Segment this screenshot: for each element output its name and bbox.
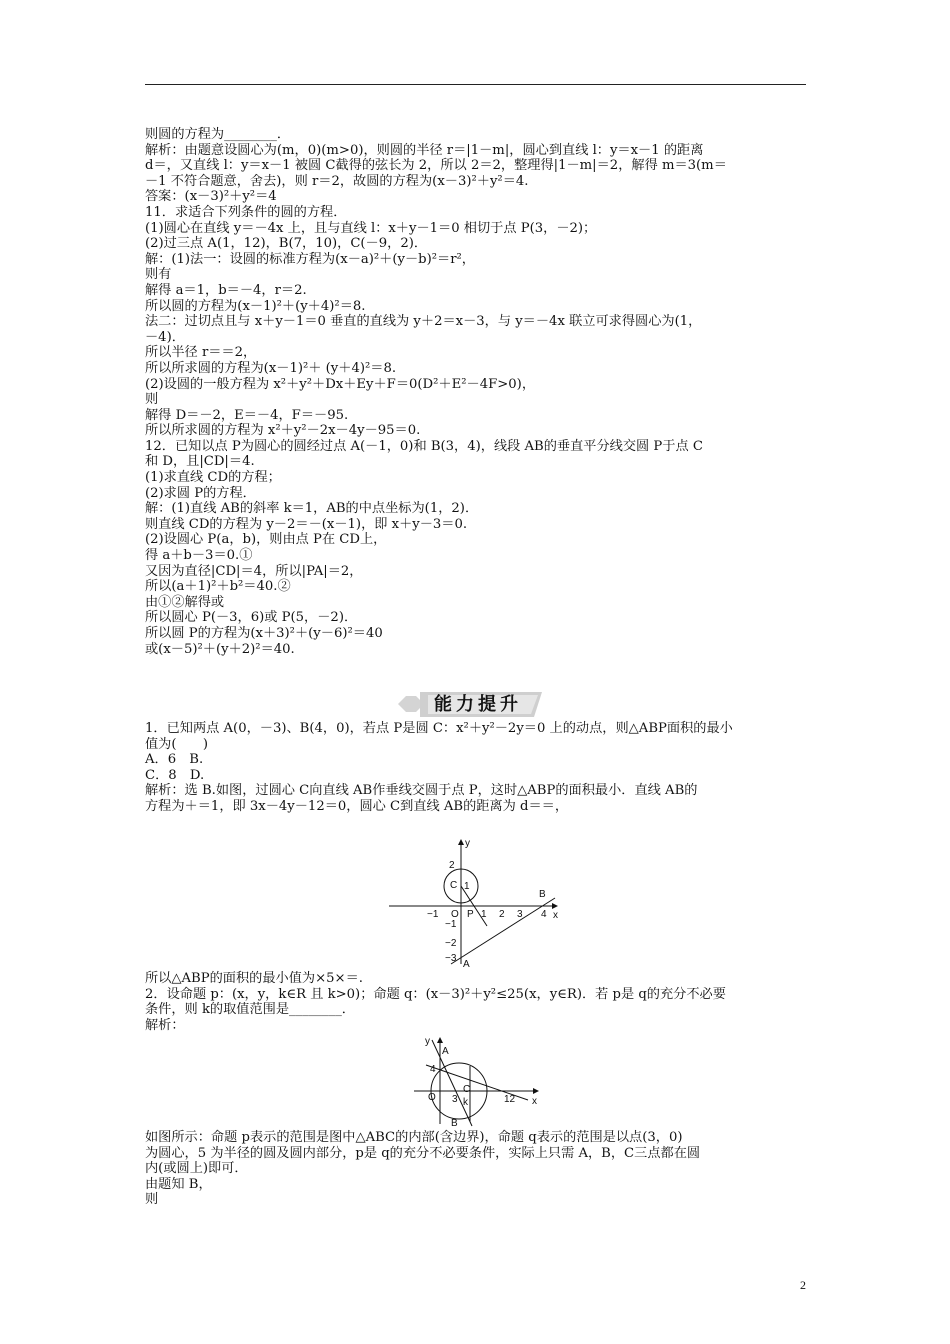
k-label: k: [463, 1097, 468, 1108]
text-line: 则圆的方程为________．: [145, 127, 291, 142]
text-line: 由题知 B，: [145, 1176, 212, 1192]
text-line: (1)求直线 CD的方程；: [145, 470, 281, 486]
y-axis-label: y: [425, 1036, 430, 1047]
x-tick-neg1: −1: [427, 909, 439, 920]
text-line: 所以△ABP的面积的最小值为×5×＝.: [145, 971, 363, 986]
y-tick-2: 2: [449, 860, 455, 871]
text-line: 解析：: [145, 1017, 185, 1033]
y-tick-neg2: −2: [445, 938, 457, 949]
problem-2-solution-block: [145, 1130, 807, 1208]
text-line: 条件，则 k的取值范围是________．: [145, 1002, 355, 1018]
text-line: 解得 D＝－2，E＝－4，F＝－95.: [145, 407, 349, 423]
figure-circle-and-line: [385, 836, 565, 970]
origin-label: O: [428, 1092, 436, 1103]
origin-label: O: [451, 909, 459, 920]
text-line: 则: [145, 1192, 159, 1208]
text-line: －1 不符合题意，舍去)，则 r＝2，故圆的方程为(x－3)²＋y²＝4.: [145, 173, 529, 189]
text-line: 或(x－5)²＋(y＋2)²＝40.: [145, 641, 295, 657]
point-p-label: P: [467, 909, 474, 920]
text-line: 所以所求圆的方程为(x－1)²＋ (y＋4)²＝8.: [145, 360, 397, 376]
problem-2-block: [145, 971, 807, 1033]
y-tick-neg1: −1: [445, 919, 457, 930]
text-line: 所以(a＋1)²＋b²＝40.②: [145, 579, 291, 595]
text-line: 则: [145, 392, 159, 408]
text-line: 如图所示：命题 p表示的范围是图中△ABC的内部(含边界)，命题 q表示的范围是以点(3，0): [145, 1130, 683, 1145]
text-line: d＝，又直线 l：y＝x－1 被圆 C截得的弦长为 2，所以 2＝2，整理得|1－m|＝2，解得 m＝3(m＝: [145, 158, 727, 174]
text-line: 内(或圆上)即可．: [145, 1161, 248, 1177]
point-c-label: C: [463, 1084, 471, 1095]
text-line: 答案：(x－3)²＋y²＝4: [145, 189, 277, 205]
text-line: 解：(1)直线 AB的斜率 k＝1，AB的中点坐标为(1，2)．: [145, 501, 479, 517]
text-line: 解：(1)法一：设圆的标准方程为(x－a)²＋(y－b)²＝r²，: [145, 251, 475, 267]
text-line: 方程为＋＝1，即 3x－4y－12＝0，圆心 C到直线 AB的距离为 d＝＝，: [145, 798, 569, 814]
y-tick-4: 4: [430, 1064, 436, 1075]
text-line: A．6 B.: [145, 752, 204, 768]
text-line: 所以圆的方程为(x－1)²＋(y＋4)²＝8.: [145, 298, 366, 314]
text-line: 又因为直径|CD|＝4，所以|PA|＝2，: [145, 563, 363, 579]
y-tick-neg3: −3: [445, 953, 457, 964]
text-line: 解析：选 B.如图，过圆心 C向直线 AB作垂线交圆于点 P，这时△ABP的面积最小．直线 AB的: [145, 783, 698, 799]
point-a-label: A: [442, 1046, 449, 1057]
text-line: 1．已知两点 A(0，－3)、B(4，0)，若点 P是圆 C：x²＋y²－2y＝0 上的动点，则△ABP面积的最小: [145, 721, 733, 736]
section-banner: [392, 692, 548, 717]
text-line: 则直线 CD的方程为 y－2＝－(x－1)，即 x＋y－3＝0.: [145, 516, 468, 532]
line-ab: [451, 898, 555, 964]
text-line: 11．求适合下列条件的圆的方程．: [145, 204, 347, 220]
text-line: C．8 D.: [145, 767, 205, 783]
x-tick-1: 1: [481, 909, 487, 920]
text-line: 2．设命题 p：(x，y，k∈R 且 k>0)；命题 q：(x－3)²＋y²≤25(x，y∈R)．若 p是 q的充分不必要: [145, 986, 726, 1002]
text-line: 所以半径 r＝＝2，: [145, 345, 257, 361]
text-line: －4)．: [145, 329, 185, 345]
text-line: (2)设圆心 P(a，b)，则由点 P在 CD上，: [145, 532, 387, 548]
point-a-label: A: [463, 959, 470, 970]
text-line: 为圆心，5 为半径的圆及圆内部分，p是 q的充分不必要条件，实际上只需 A，B，C三点都在圆: [145, 1145, 701, 1161]
banner-title: 能力提升: [434, 694, 522, 715]
x-axis-label: x: [553, 910, 558, 921]
point-b-label: B: [451, 1118, 458, 1129]
text-line: (2)过三点 A(1，12)，B(7，10)，C(－9，2)．: [145, 236, 428, 252]
text-line: 得 a＋b－3＝0.①: [145, 548, 253, 564]
x-tick-4: 4: [541, 909, 547, 920]
x-axis-label: x: [532, 1096, 537, 1107]
x-tick-2: 2: [499, 909, 505, 920]
text-line: 所以所求圆的方程为 x²＋y²－2x－4y－95＝0.: [145, 423, 421, 439]
text-line: 则有: [145, 267, 172, 283]
text-line: 所以圆 P的方程为(x＋3)²＋(y－6)²＝40: [145, 626, 383, 641]
text-line: 和 D，且|CD|＝4.: [145, 454, 255, 470]
text-line: (1)圆心在直线 y＝－4x 上，且与直线 l：x＋y－1＝0 相切于点 P(3，－2)；: [145, 220, 597, 236]
text-line: (2)求圆 P的方程．: [145, 485, 256, 501]
x-tick-12: 12: [504, 1094, 516, 1105]
solution-block-upper: [145, 127, 807, 657]
text-line: 值为( ): [145, 736, 209, 752]
text-line: 解得 a＝1，b＝－4，r＝2.: [145, 282, 307, 298]
line-ab: [432, 1040, 472, 1126]
text-line: 法二：过切点且与 x＋y－1＝0 垂直的直线为 y＋2＝x－3，与 y＝－4x 联立可求得圆心为(1，: [145, 314, 702, 330]
y-axis-label: y: [465, 838, 470, 849]
x-tick-3: 3: [517, 909, 523, 920]
y-tick-1: 1: [464, 881, 470, 892]
text-line: 12．已知以点 P为圆心的圆经过点 A(－1，0)和 B(3，4)，线段 AB的垂直平分线交圆 P于点 C: [145, 438, 703, 454]
text-line: (2)设圆的一般方程为 x²＋y²＋Dx＋Ey＋F＝0(D²＋E²－4F>0)，: [145, 376, 536, 392]
page-number: 2: [800, 1278, 806, 1292]
text-line: 解析：由题意设圆心为(m，0)(m>0)，则圆的半径 r＝|1－m|，圆心到直线 l：y＝x－1 的距离: [145, 142, 704, 158]
text-line: 所以圆心 P(－3，6)或 P(5，－2)．: [145, 610, 358, 626]
x-tick-3: 3: [452, 1094, 458, 1105]
point-b-label: B: [539, 889, 546, 900]
center-c-label: C: [450, 880, 458, 891]
text-line: 由①②解得或: [145, 594, 225, 610]
header-rule: [145, 84, 806, 85]
figure-triangle-in-circle: [410, 1034, 545, 1129]
problem-1-block: [145, 721, 807, 815]
